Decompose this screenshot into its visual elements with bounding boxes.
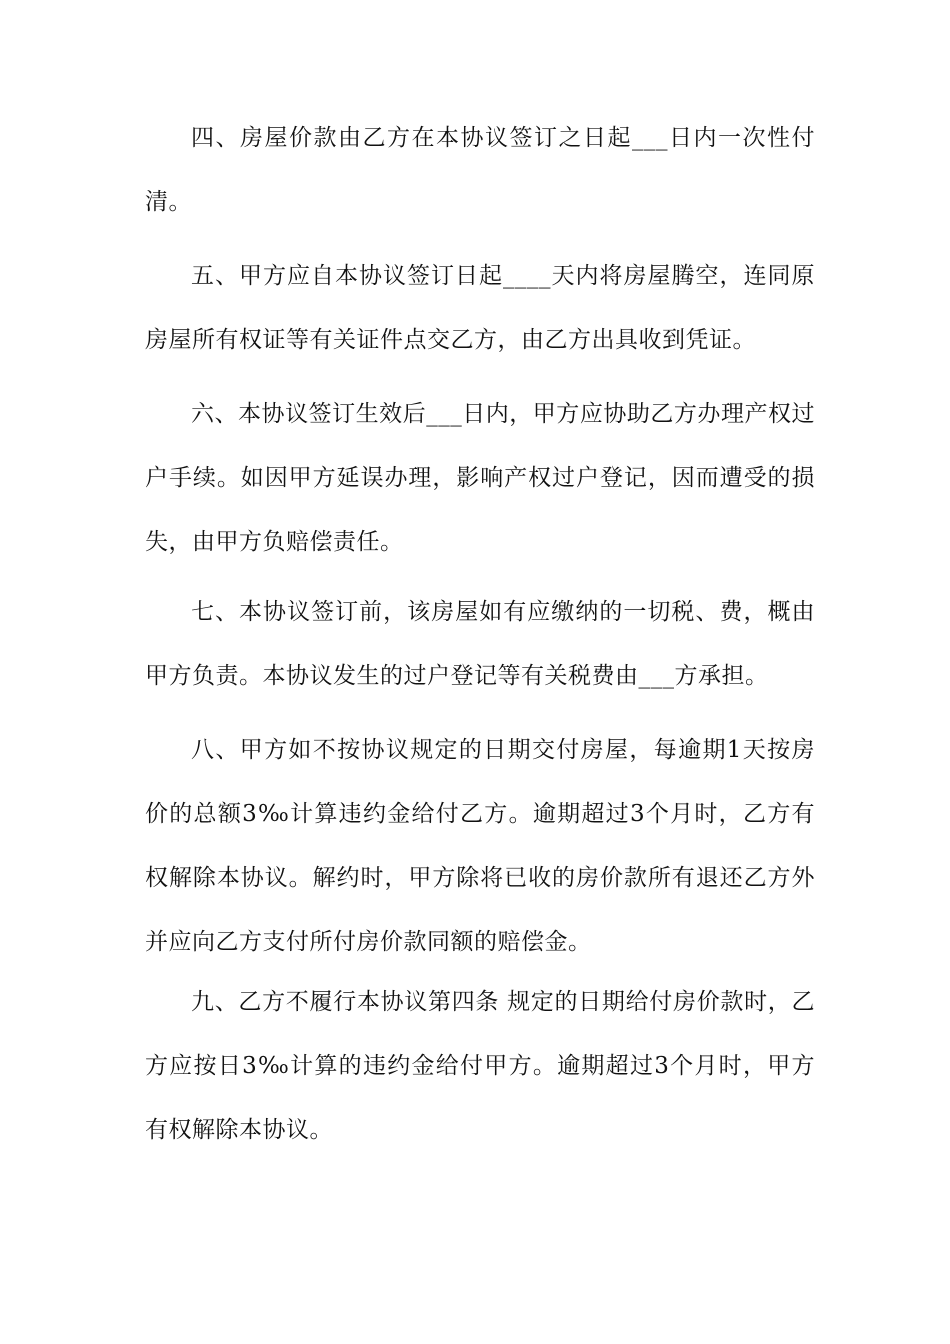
clause-5-house-handover: 五、甲方应自本协议签订日起____天内将房屋腾空，连同原房屋所有权证等有关证件点交乙方，由乙方出具收到凭证。: [145, 263, 815, 353]
clause-8-seller-breach: 八、甲方如不按协议规定的日期交付房屋，每逾期1天按房价的总额3‰计算违约金给付乙方。逾期超过3个月时，乙方有权解除本协议。解约时，甲方除将已收的房价款所有退还乙方外并应向乙方支付所付房价款同额的赔偿金。: [145, 737, 815, 955]
clause-7-taxes-fees: 七、本协议签订前，该房屋如有应缴纳的一切税、费，概由甲方负责。本协议发生的过户登记等有关税费由___方承担。: [145, 599, 815, 689]
clause-6-title-transfer: 六、本协议签订生效后___日内，甲方应协助乙方办理产权过户手续。如因甲方延误办理，影响产权过户登记，因而遭受的损失，由甲方负赔偿责任。: [145, 401, 815, 555]
clause-9-buyer-breach: 九、乙方不履行本协议第四条 规定的日期给付房价款时，乙方应按日3‰计算的违约金给付甲方。逾期超过3个月时，甲方有权解除本协议。: [145, 989, 815, 1143]
clause-4-payment-term: 四、房屋价款由乙方在本协议签订之日起___日内一次性付清。: [145, 125, 815, 215]
